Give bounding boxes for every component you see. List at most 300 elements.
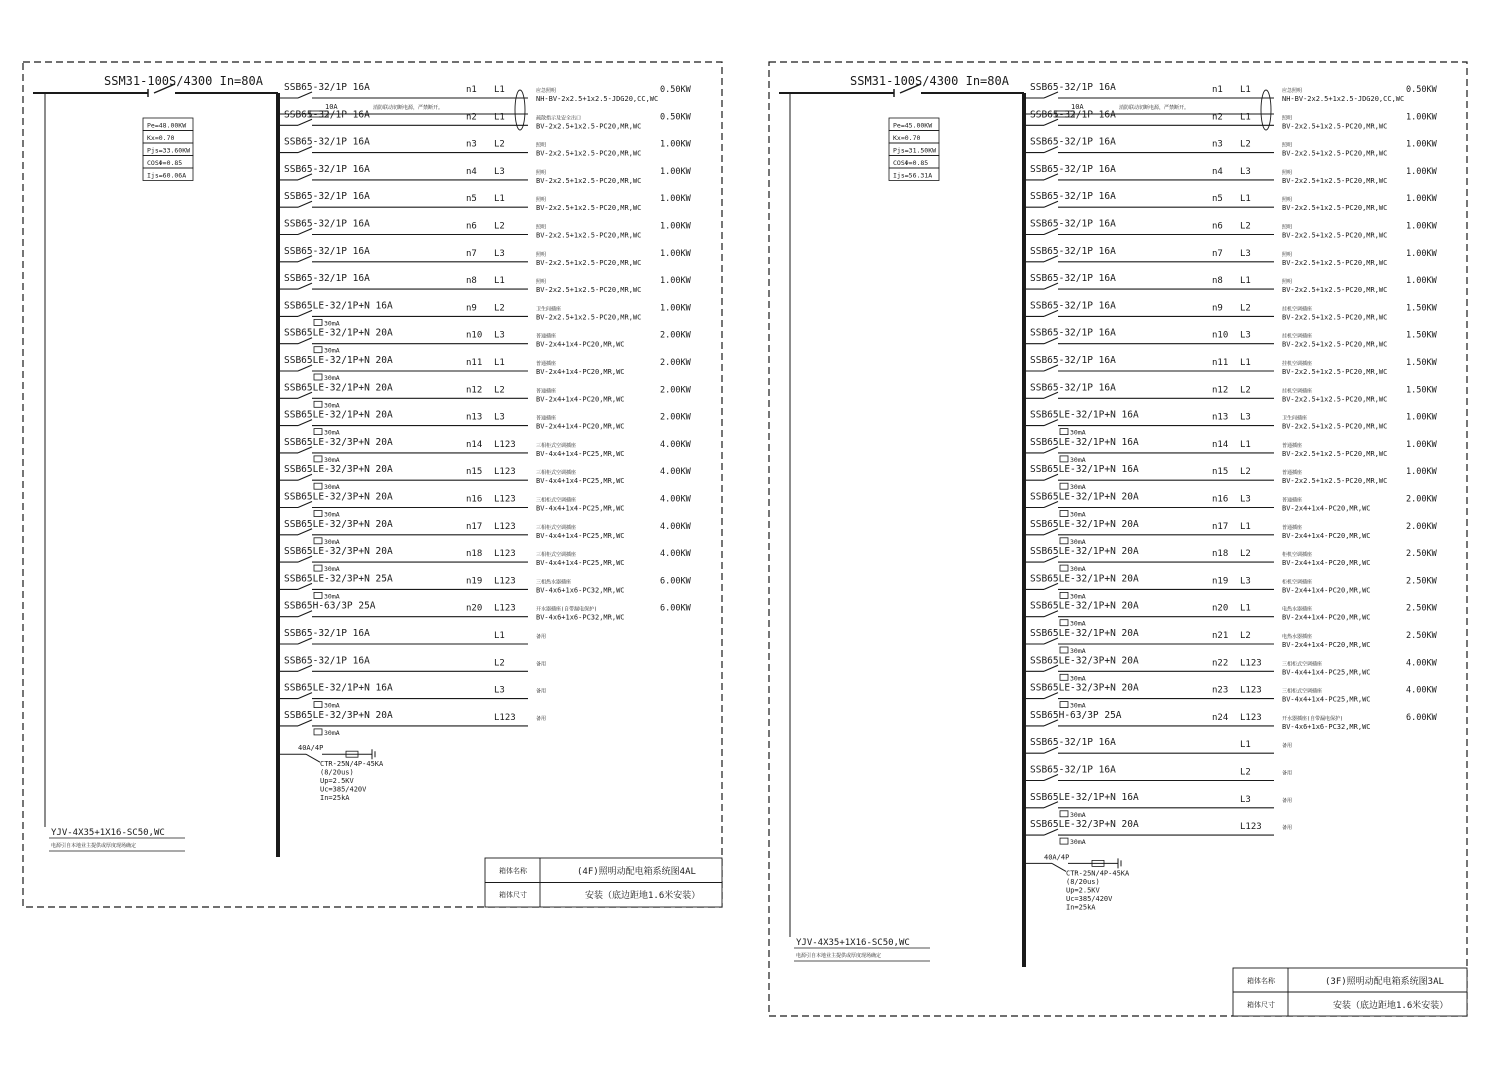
load-calc-value: COSΦ=0.85 [147, 159, 183, 167]
circuit-breaker-label: SSB65LE-32/3P+N 20A [284, 464, 393, 476]
circuit-use: 照明 [536, 169, 547, 176]
circuit-use: 三相柜式空调插座 [536, 442, 577, 449]
circuit-breaker-label: SSB65-32/1P 16A [1030, 136, 1116, 148]
circuit-id: n2 [466, 112, 477, 123]
circuit-phase: L3 [1240, 166, 1251, 177]
circuit-breaker-label: SSB65LE-32/1P+N 16A [1030, 791, 1139, 803]
rcd-rating: 30mA [1070, 483, 1086, 492]
rcd-rating: 30mA [1070, 838, 1086, 847]
circuit-phase: L3 [494, 248, 505, 259]
circuit-use: 普通插座 [536, 388, 557, 395]
circuit-breaker-label: SSB65-32/1P 16A [284, 191, 370, 203]
rcd-symbol [314, 456, 322, 462]
circuit-id: n10 [466, 330, 483, 341]
rcd-rating: 30mA [324, 592, 340, 601]
rcd-rating: 30mA [1070, 810, 1086, 819]
circuit-phase: L1 [1240, 740, 1251, 751]
circuit-power: 1.00KW [1406, 412, 1437, 423]
circuit-power: 0.50KW [660, 85, 691, 95]
circuit-cable: BV-2x2.5+1x2.5-PC20,MR,WC [1282, 477, 1388, 486]
circuit-phase: L3 [494, 412, 505, 423]
circuit-use: 应急照明 [536, 88, 557, 94]
rcd-rating: 30mA [324, 565, 340, 574]
circuit-phase: L123 [494, 712, 516, 723]
circuit-breaker-label: SSB65-32/1P 16A [1030, 273, 1116, 285]
circuit-id: n8 [466, 276, 477, 287]
circuit-breaker-label: SSB65LE-32/1P+N 20A [1030, 573, 1139, 585]
circuit-breaker-label: SSB65-32/1P 16A [284, 655, 370, 667]
circuit-use: 三相柜式空调插座 [536, 552, 577, 559]
circuit-phase: L123 [494, 521, 516, 532]
rcd-rating: 30mA [1070, 455, 1086, 464]
spd-spec: In=25kA [320, 794, 350, 803]
spd-switch [306, 754, 320, 762]
circuit-id: n12 [466, 385, 483, 396]
rcd-rating: 30mA [324, 428, 340, 437]
circuit-cable: BV-2x4+1x4-PC20,MR,WC [536, 368, 625, 376]
load-calc-value: Kx=0.70 [893, 134, 921, 142]
circuit-breaker-label: SSB65-32/1P 16A [284, 82, 370, 93]
circuit-phase: L3 [494, 166, 505, 177]
circuit-use: 普通插座 [536, 333, 557, 340]
spd-spec: Uc=385/420V [320, 785, 367, 794]
circuit-power: 1.00KW [1406, 194, 1437, 205]
circuit-breaker-label: SSB65-32/1P 16A [1030, 327, 1116, 339]
circuit-breaker-label: SSB65LE-32/3P+N 20A [284, 518, 393, 530]
circuit-id: n2 [1212, 112, 1223, 123]
circuit-cable: BV-4x4+1x4-PC25,MR,WC [536, 559, 625, 568]
circuit-phase: L2 [494, 139, 505, 150]
circuit-breaker-label: SSB65LE-32/3P+N 20A [284, 709, 393, 721]
circuit-cable: BV-2x2.5+1x2.5-PC20,MR,WC [1282, 204, 1388, 213]
circuit-breaker-label: SSB65-32/1P 16A [284, 109, 370, 121]
circuit-phase: L3 [1240, 248, 1251, 259]
circuit-breaker-label: SSB65LE-32/1P+N 20A [1030, 491, 1139, 503]
load-calc-value: Ijs=56.31A [893, 171, 933, 180]
circuit-phase: L1 [1240, 603, 1251, 614]
circuit-breaker-label: SSB65LE-32/1P+N 16A [1030, 409, 1139, 421]
rcd-symbol [314, 538, 322, 544]
circuit-phase: L1 [1240, 276, 1251, 287]
circuit-power: 0.50KW [1406, 85, 1437, 95]
circuit-breaker-label: SSB65-32/1P 16A [1030, 764, 1116, 776]
spd-spec: CTR-25N/4P-45KA [1066, 869, 1130, 878]
circuit-breaker-label: SSB65-32/1P 16A [1030, 737, 1116, 749]
spd-rating: 40A/4P [298, 744, 324, 753]
circuit-breaker-label: SSB65LE-32/1P+N 20A [284, 355, 393, 366]
circuit-use: 照明 [1282, 115, 1293, 122]
rcd-symbol [1060, 456, 1068, 462]
title-name-value: (3F)照明动配电箱系统图3AL [1325, 977, 1444, 987]
circuit-breaker-label: SSB65H-63/3P 25A [1030, 709, 1122, 721]
circuit-phase: L3 [1240, 794, 1251, 805]
title-size-value: 安装（底边距地1.6米安装） [1333, 1001, 1449, 1011]
circuit-use: 普通插座 [536, 415, 557, 422]
circuit-id: n5 [466, 194, 477, 205]
circuit-power: 1.00KW [1406, 112, 1437, 123]
circuit-use: 照明 [536, 251, 547, 258]
circuit-cable: BV-2x2.5+1x2.5-PC20,MR,WC [1282, 368, 1388, 376]
circuit-use: 卫生间插座 [1282, 415, 1308, 422]
circuit-breaker-label: SSB65LE-32/1P+N 20A [1030, 628, 1139, 639]
rcd-symbol [314, 483, 322, 489]
circuit-use: 开水器插座(自带漏电保护) [1282, 715, 1344, 722]
circuit-use: 备用 [536, 715, 547, 722]
circuit-power: 2.50KW [1406, 549, 1437, 560]
circuit-breaker-label: SSB65-32/1P 16A [284, 163, 370, 175]
title-size-label: 箱体尺寸 [499, 891, 527, 899]
rcd-symbol [314, 319, 322, 325]
circuit-breaker-label: SSB65-32/1P 16A [1030, 191, 1116, 203]
circuit-id: n24 [1212, 712, 1229, 723]
circuit-cable: BV-2x2.5+1x2.5-PC20,MR,WC [1282, 422, 1388, 431]
title-size-label: 箱体尺寸 [1247, 1001, 1275, 1009]
circuit-use: 应急照明 [1282, 88, 1303, 94]
circuit-power: 6.00KW [660, 576, 691, 587]
rcd-symbol [1060, 702, 1068, 708]
load-calc-value: Pjs=31.50KW [893, 146, 937, 155]
circuit-id: n8 [1212, 276, 1223, 287]
fire-link-fuse-rating: 10A [325, 103, 338, 111]
circuit-phase: L123 [494, 494, 516, 505]
circuit-power: 2.50KW [1406, 576, 1437, 587]
fire-cable-grouping [515, 90, 525, 130]
spd-rating: 40A/4P [1044, 853, 1070, 862]
rcd-rating: 30mA [324, 483, 340, 492]
circuit-id: n22 [1212, 658, 1229, 669]
circuit-cable: BV-2x2.5+1x2.5-PC20,MR,WC [1282, 313, 1388, 322]
circuit-cable: BV-2x4+1x4-PC20,MR,WC [1282, 504, 1371, 513]
circuit-cable: BV-4x6+1x6-PC32,MR,WC [536, 586, 625, 595]
circuit-breaker-label: SSB65-32/1P 16A [284, 273, 370, 285]
circuit-phase: L1 [1240, 194, 1251, 205]
spd-spec: (8/20us) [320, 768, 354, 777]
circuit-id: n5 [1212, 194, 1223, 205]
circuit-power: 0.50KW [660, 112, 691, 123]
circuit-breaker-label: SSB65-32/1P 16A [1030, 382, 1116, 394]
circuit-phase: L1 [494, 631, 505, 641]
circuit-id: n15 [1212, 467, 1229, 478]
load-calc-value: Ijs=60.06A [147, 171, 187, 180]
circuit-phase: L2 [494, 658, 505, 669]
circuit-breaker-label: SSB65LE-32/1P+N 20A [1030, 546, 1139, 558]
circuit-cable: BV-2x2.5+1x2.5-PC20,MR,WC [1282, 122, 1388, 131]
circuit-use: 柜机空调插座 [1282, 579, 1313, 586]
circuit-power: 1.00KW [660, 139, 691, 150]
rcd-rating: 30mA [1070, 592, 1086, 601]
circuit-power: 1.00KW [1406, 139, 1437, 150]
rcd-symbol [1060, 565, 1068, 571]
rcd-rating: 30mA [1070, 510, 1086, 519]
circuit-power: 2.00KW [660, 385, 691, 396]
rcd-symbol [314, 592, 322, 598]
circuit-use: 三相柜式空调插座 [1282, 661, 1323, 668]
circuit-power: 1.00KW [1406, 166, 1437, 177]
circuit-breaker-label: SSB65-32/1P 16A [1030, 163, 1116, 175]
rcd-symbol [1060, 647, 1068, 653]
circuit-breaker-label: SSB65-32/1P 16A [1030, 109, 1116, 121]
circuit-breaker-label: SSB65LE-32/3P+N 20A [284, 546, 393, 558]
rcd-symbol [314, 511, 322, 517]
circuit-power: 4.00KW [660, 494, 691, 505]
rcd-rating: 30mA [324, 401, 340, 410]
circuit-phase: L2 [494, 303, 505, 314]
circuit-power: 6.00KW [660, 603, 691, 614]
circuit-breaker-label: SSB65LE-32/1P+N 16A [284, 682, 393, 694]
circuit-id: n14 [1212, 439, 1229, 450]
circuit-id: n14 [466, 439, 483, 450]
circuit-id: n13 [1212, 412, 1229, 423]
circuit-cable: BV-2x4+1x4-PC20,MR,WC [536, 395, 625, 404]
circuit-phase: L3 [494, 330, 505, 341]
circuit-power: 1.00KW [660, 303, 691, 314]
circuit-phase: L2 [1240, 385, 1251, 396]
spd-spec: In=25kA [1066, 903, 1096, 912]
rcd-rating: 30mA [1070, 674, 1086, 683]
circuit-id: n9 [1212, 303, 1223, 314]
circuit-power: 4.00KW [1406, 685, 1437, 696]
circuit-phase: L1 [494, 85, 505, 95]
spd-spec: CTR-25N/4P-45KA [320, 760, 384, 769]
rcd-rating: 30mA [324, 701, 340, 710]
circuit-phase: L1 [1240, 85, 1251, 95]
circuit-cable: BV-2x2.5+1x2.5-PC20,MR,WC [536, 149, 642, 158]
circuit-use: 柜机空调插座 [1282, 552, 1313, 559]
circuit-phase: L123 [1240, 712, 1262, 723]
circuit-id: n16 [466, 494, 483, 505]
circuit-power: 1.50KW [1406, 330, 1437, 341]
circuit-breaker-label: SSB65-32/1P 16A [284, 136, 370, 148]
circuit-power: 4.00KW [660, 521, 691, 532]
spd-spec: (8/20us) [1066, 877, 1100, 886]
circuit-use: 电热水器插座 [1282, 634, 1313, 640]
circuit-use: 三相柜式空调插座 [1282, 688, 1323, 695]
load-calc-value: Pe=48.00KW [147, 121, 187, 130]
circuit-breaker-label: SSB65LE-32/1P+N 20A [284, 409, 393, 421]
rcd-rating: 30mA [1070, 428, 1086, 437]
circuit-id: n6 [466, 221, 477, 232]
circuit-use: 照明 [536, 279, 547, 286]
circuit-phase: L2 [1240, 549, 1251, 560]
circuit-use: 照明 [1282, 197, 1293, 204]
circuit-use: 备用 [1282, 770, 1293, 777]
circuit-cable: BV-2x2.5+1x2.5-PC20,MR,WC [536, 313, 642, 322]
circuit-breaker-label: SSB65LE-32/1P+N 16A [284, 300, 393, 312]
incoming-cable-note: 电源引自本地业主提供或厚度现场确定 [796, 953, 882, 959]
circuit-id: n12 [1212, 385, 1229, 396]
main-breaker-label: SSM31-100S/4300 In=80A [104, 74, 263, 88]
circuit-cable: BV-4x4+1x4-PC25,MR,WC [536, 477, 625, 486]
circuit-id: n19 [466, 576, 483, 587]
circuit-power: 1.00KW [1406, 221, 1437, 232]
circuit-phase: L3 [1240, 576, 1251, 587]
circuit-cable: BV-2x2.5+1x2.5-PC20,MR,WC [1282, 258, 1388, 267]
circuit-cable: BV-2x4+1x4-PC20,MR,WC [536, 340, 625, 349]
circuit-id: n23 [1212, 685, 1229, 696]
circuit-phase: L3 [1240, 494, 1251, 505]
load-calc-value: COSΦ=0.85 [893, 159, 929, 167]
circuit-use: 三相热水器插座 [536, 579, 572, 586]
circuit-power: 2.00KW [1406, 494, 1437, 505]
circuit-use: 普通插座 [1282, 524, 1303, 531]
rcd-symbol [1060, 674, 1068, 680]
circuit-id: n16 [1212, 494, 1229, 505]
rcd-symbol [314, 347, 322, 353]
circuit-cable: BV-2x2.5+1x2.5-PC20,MR,WC [1282, 340, 1388, 349]
load-calc-value: Kx=0.70 [147, 134, 175, 142]
circuit-power: 1.00KW [660, 248, 691, 259]
rcd-symbol [314, 429, 322, 435]
circuit-power: 4.00KW [660, 549, 691, 560]
circuit-power: 1.00KW [1406, 467, 1437, 478]
circuit-id: n17 [466, 521, 483, 532]
fire-link-fuse-rating: 10A [1071, 103, 1084, 111]
circuit-use: 挂机空调插座 [1282, 361, 1313, 367]
circuit-id: n10 [1212, 330, 1229, 341]
circuit-use: 照明 [536, 197, 547, 204]
circuit-power: 4.00KW [660, 439, 691, 450]
circuit-use: 普通插座 [1282, 442, 1303, 449]
title-name-label: 箱体名称 [499, 867, 527, 875]
circuit-power: 2.00KW [660, 358, 691, 368]
rcd-symbol [1060, 811, 1068, 817]
circuit-phase: L123 [1240, 658, 1262, 669]
circuit-use: 备用 [1282, 825, 1293, 832]
rcd-symbol [314, 401, 322, 407]
fire-cable-grouping [1261, 90, 1271, 130]
circuit-id: n7 [466, 248, 477, 259]
circuit-phase: L2 [1240, 467, 1251, 478]
circuit-power: 2.50KW [1406, 631, 1437, 641]
rcd-rating: 30mA [324, 319, 340, 328]
circuit-id: n17 [1212, 521, 1229, 532]
circuit-phase: L1 [1240, 439, 1251, 450]
circuit-use: 照明 [1282, 224, 1293, 231]
spd-spec: Up=2.5KV [320, 777, 354, 786]
circuit-power: 1.00KW [660, 166, 691, 177]
circuit-breaker-label: SSB65LE-32/1P+N 20A [284, 382, 393, 394]
load-calc-value: Pjs=33.60KW [147, 146, 191, 155]
circuit-id: n19 [1212, 576, 1229, 587]
circuit-cable: BV-4x6+1x6-PC32,MR,WC [536, 613, 625, 622]
circuit-breaker-label: SSB65LE-32/3P+N 20A [284, 491, 393, 503]
title-name-value: (4F)照明动配电箱系统图4AL [577, 867, 696, 877]
rcd-symbol [314, 702, 322, 708]
circuit-use: 电热水器插座 [1282, 606, 1313, 613]
circuit-id: n18 [1212, 549, 1229, 560]
circuit-use: 照明 [1282, 169, 1293, 176]
circuit-phase: L123 [494, 467, 516, 478]
circuit-power: 1.50KW [1406, 385, 1437, 396]
rcd-rating: 30mA [1070, 647, 1086, 655]
circuit-phase: L3 [1240, 330, 1251, 341]
title-name-label: 箱体名称 [1247, 977, 1275, 985]
spd-spec: Uc=385/420V [1066, 894, 1113, 903]
circuit-phase: L2 [494, 385, 505, 396]
circuit-cable: BV-4x6+1x6-PC32,MR,WC [1282, 722, 1371, 731]
circuit-cable: BV-2x2.5+1x2.5-PC20,MR,WC [536, 258, 642, 267]
circuit-phase: L3 [494, 685, 505, 696]
circuit-breaker-label: SSB65LE-32/1P+N 20A [1030, 600, 1139, 612]
circuit-phase: L123 [1240, 685, 1262, 696]
rcd-rating: 30mA [324, 346, 340, 355]
circuit-cable: BV-2x2.5+1x2.5-PC20,MR,WC [1282, 286, 1388, 295]
circuit-use: 备用 [1282, 743, 1293, 750]
circuit-id: n4 [1212, 166, 1223, 177]
rcd-symbol [1060, 511, 1068, 517]
circuit-power: 1.00KW [660, 194, 691, 205]
incoming-cable-label: YJV-4X35+1X16-SC50,WC [51, 828, 165, 838]
circuit-power: 4.00KW [660, 467, 691, 478]
circuit-cable: BV-2x2.5+1x2.5-PC20,MR,WC [536, 176, 642, 185]
circuit-power: 2.00KW [660, 330, 691, 341]
rcd-rating: 30mA [1070, 537, 1086, 546]
rcd-rating: 30mA [324, 455, 340, 464]
circuit-breaker-label: SSB65LE-32/1P+N 16A [1030, 436, 1139, 448]
circuit-id: n1 [466, 85, 477, 95]
circuit-use: 普通插座 [1282, 497, 1303, 504]
circuit-phase: L1 [494, 276, 505, 287]
circuit-power: 6.00KW [1406, 712, 1437, 723]
circuit-id: n11 [1212, 358, 1229, 368]
circuit-id: n9 [466, 303, 477, 314]
circuit-id: n21 [1212, 631, 1229, 641]
circuit-phase: L2 [1240, 767, 1251, 778]
load-calc-value: Pe=45.00KW [893, 121, 933, 130]
circuit-cable: BV-4x4+1x4-PC25,MR,WC [1282, 668, 1371, 677]
circuit-phase: L2 [1240, 139, 1251, 150]
circuit-id: n1 [1212, 85, 1223, 95]
panel-3al-diagram [769, 62, 1467, 1016]
circuit-cable: BV-2x4+1x4-PC20,MR,WC [1282, 586, 1371, 595]
circuit-phase: L2 [1240, 303, 1251, 314]
circuit-cable: BV-2x2.5+1x2.5-PC20,MR,WC [1282, 149, 1388, 158]
circuit-power: 1.00KW [1406, 439, 1437, 450]
circuit-cable: BV-2x2.5+1x2.5-PC20,MR,WC [536, 122, 642, 131]
circuit-cable: BV-2x4+1x4-PC20,MR,WC [1282, 641, 1371, 649]
circuit-phase: L2 [1240, 631, 1251, 641]
circuit-breaker-label: SSB65LE-32/3P+N 20A [1030, 819, 1139, 831]
circuit-power: 1.00KW [660, 221, 691, 232]
circuit-breaker-label: SSB65-32/1P 16A [284, 245, 370, 257]
circuit-phase: L123 [494, 576, 516, 587]
circuit-use: 照明 [1282, 142, 1293, 149]
circuit-phase: L2 [1240, 221, 1251, 232]
circuit-use: 挂机空调插座 [1282, 306, 1313, 313]
circuit-cable: NH-BV-2x2.5+1x2.5-JDG20,CC,WC [536, 95, 659, 103]
circuit-use: 三相柜式空调插座 [536, 524, 577, 531]
circuit-power: 2.00KW [1406, 521, 1437, 532]
circuit-use: 照明 [536, 142, 547, 149]
circuit-breaker-label: SSB65LE-32/3P+N 20A [284, 436, 393, 448]
circuit-breaker-label: SSB65LE-32/3P+N 20A [1030, 655, 1139, 667]
circuit-breaker-label: SSB65-32/1P 16A [1030, 300, 1116, 312]
circuit-breaker-label: SSB65LE-32/1P+N 20A [284, 327, 393, 339]
circuit-use: 照明 [1282, 279, 1293, 286]
circuit-cable: BV-2x2.5+1x2.5-PC20,MR,WC [536, 231, 642, 240]
circuit-phase: L2 [494, 221, 505, 232]
incoming-cable-note: 电源引自本地业主提供或厚度现场确定 [51, 843, 137, 849]
circuit-breaker-label: SSB65-32/1P 16A [1030, 82, 1116, 93]
circuit-breaker-label: SSB65-32/1P 16A [284, 628, 370, 639]
circuit-id: n6 [1212, 221, 1223, 232]
spd-spec: Up=2.5KV [1066, 886, 1100, 895]
circuit-breaker-label: SSB65-32/1P 16A [1030, 355, 1116, 366]
circuit-use: 备用 [536, 661, 547, 668]
circuit-phase: L3 [1240, 412, 1251, 423]
circuit-cable: BV-2x4+1x4-PC20,MR,WC [1282, 559, 1371, 568]
circuit-breaker-label: SSB65-32/1P 16A [1030, 218, 1116, 230]
